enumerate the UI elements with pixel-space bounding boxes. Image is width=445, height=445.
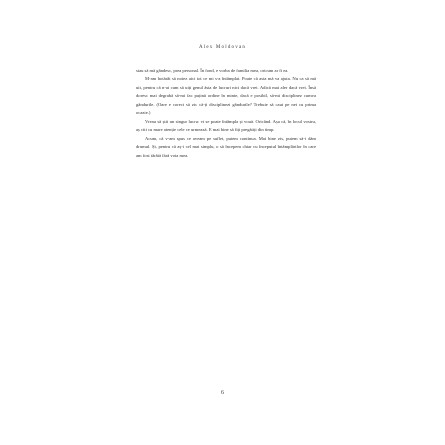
page-number: 6	[221, 390, 224, 396]
paragraph-continued: stau să mă gândesc, prea personal. În fond, e vorba de familia mea, oricum ar fi ea.	[136, 68, 289, 73]
paragraph: M-am hotărât să notez aici tot ce mi s-a întâmplat. Poate că asta mă va ajuta. Nu ca să mă uit, pentru că n-ai cum să uiți genul ăsta de lucruri nici dacă vrei. Adică mai aler dacă vrei. Însă doresc mai degrabă să-mi fac puțină ordine în minte, dacă e posibil, să-mi disciplinez cumva gândurile. (Oare e corect să zic că-ți disciplinezi gândurile? Trebuie să caut pe net cu prima ocazie.)	[136, 76, 316, 116]
body-text	[136, 67, 316, 160]
paragraph: Vreau să știi un singur lucru: vi se poate întâmpla și vouă. Oricând. Așa că, în locul vostru, aș citi cu mare atenție cele ce urmează. E mai bine să fiți pregătiți din timp.	[136, 118, 316, 133]
running-head-author: Alex Moldovan	[198, 45, 247, 50]
paragraph: Acum, că v-am spus ce aveam pe suflet, putem continua. Mai bine zis, putem să-i dăm drumul. Și, pentru că aș-i cel mai simplu, o să începem chiar cu începutul întâmplărilor în care am fost târâtă fără voia mea.	[136, 135, 316, 158]
